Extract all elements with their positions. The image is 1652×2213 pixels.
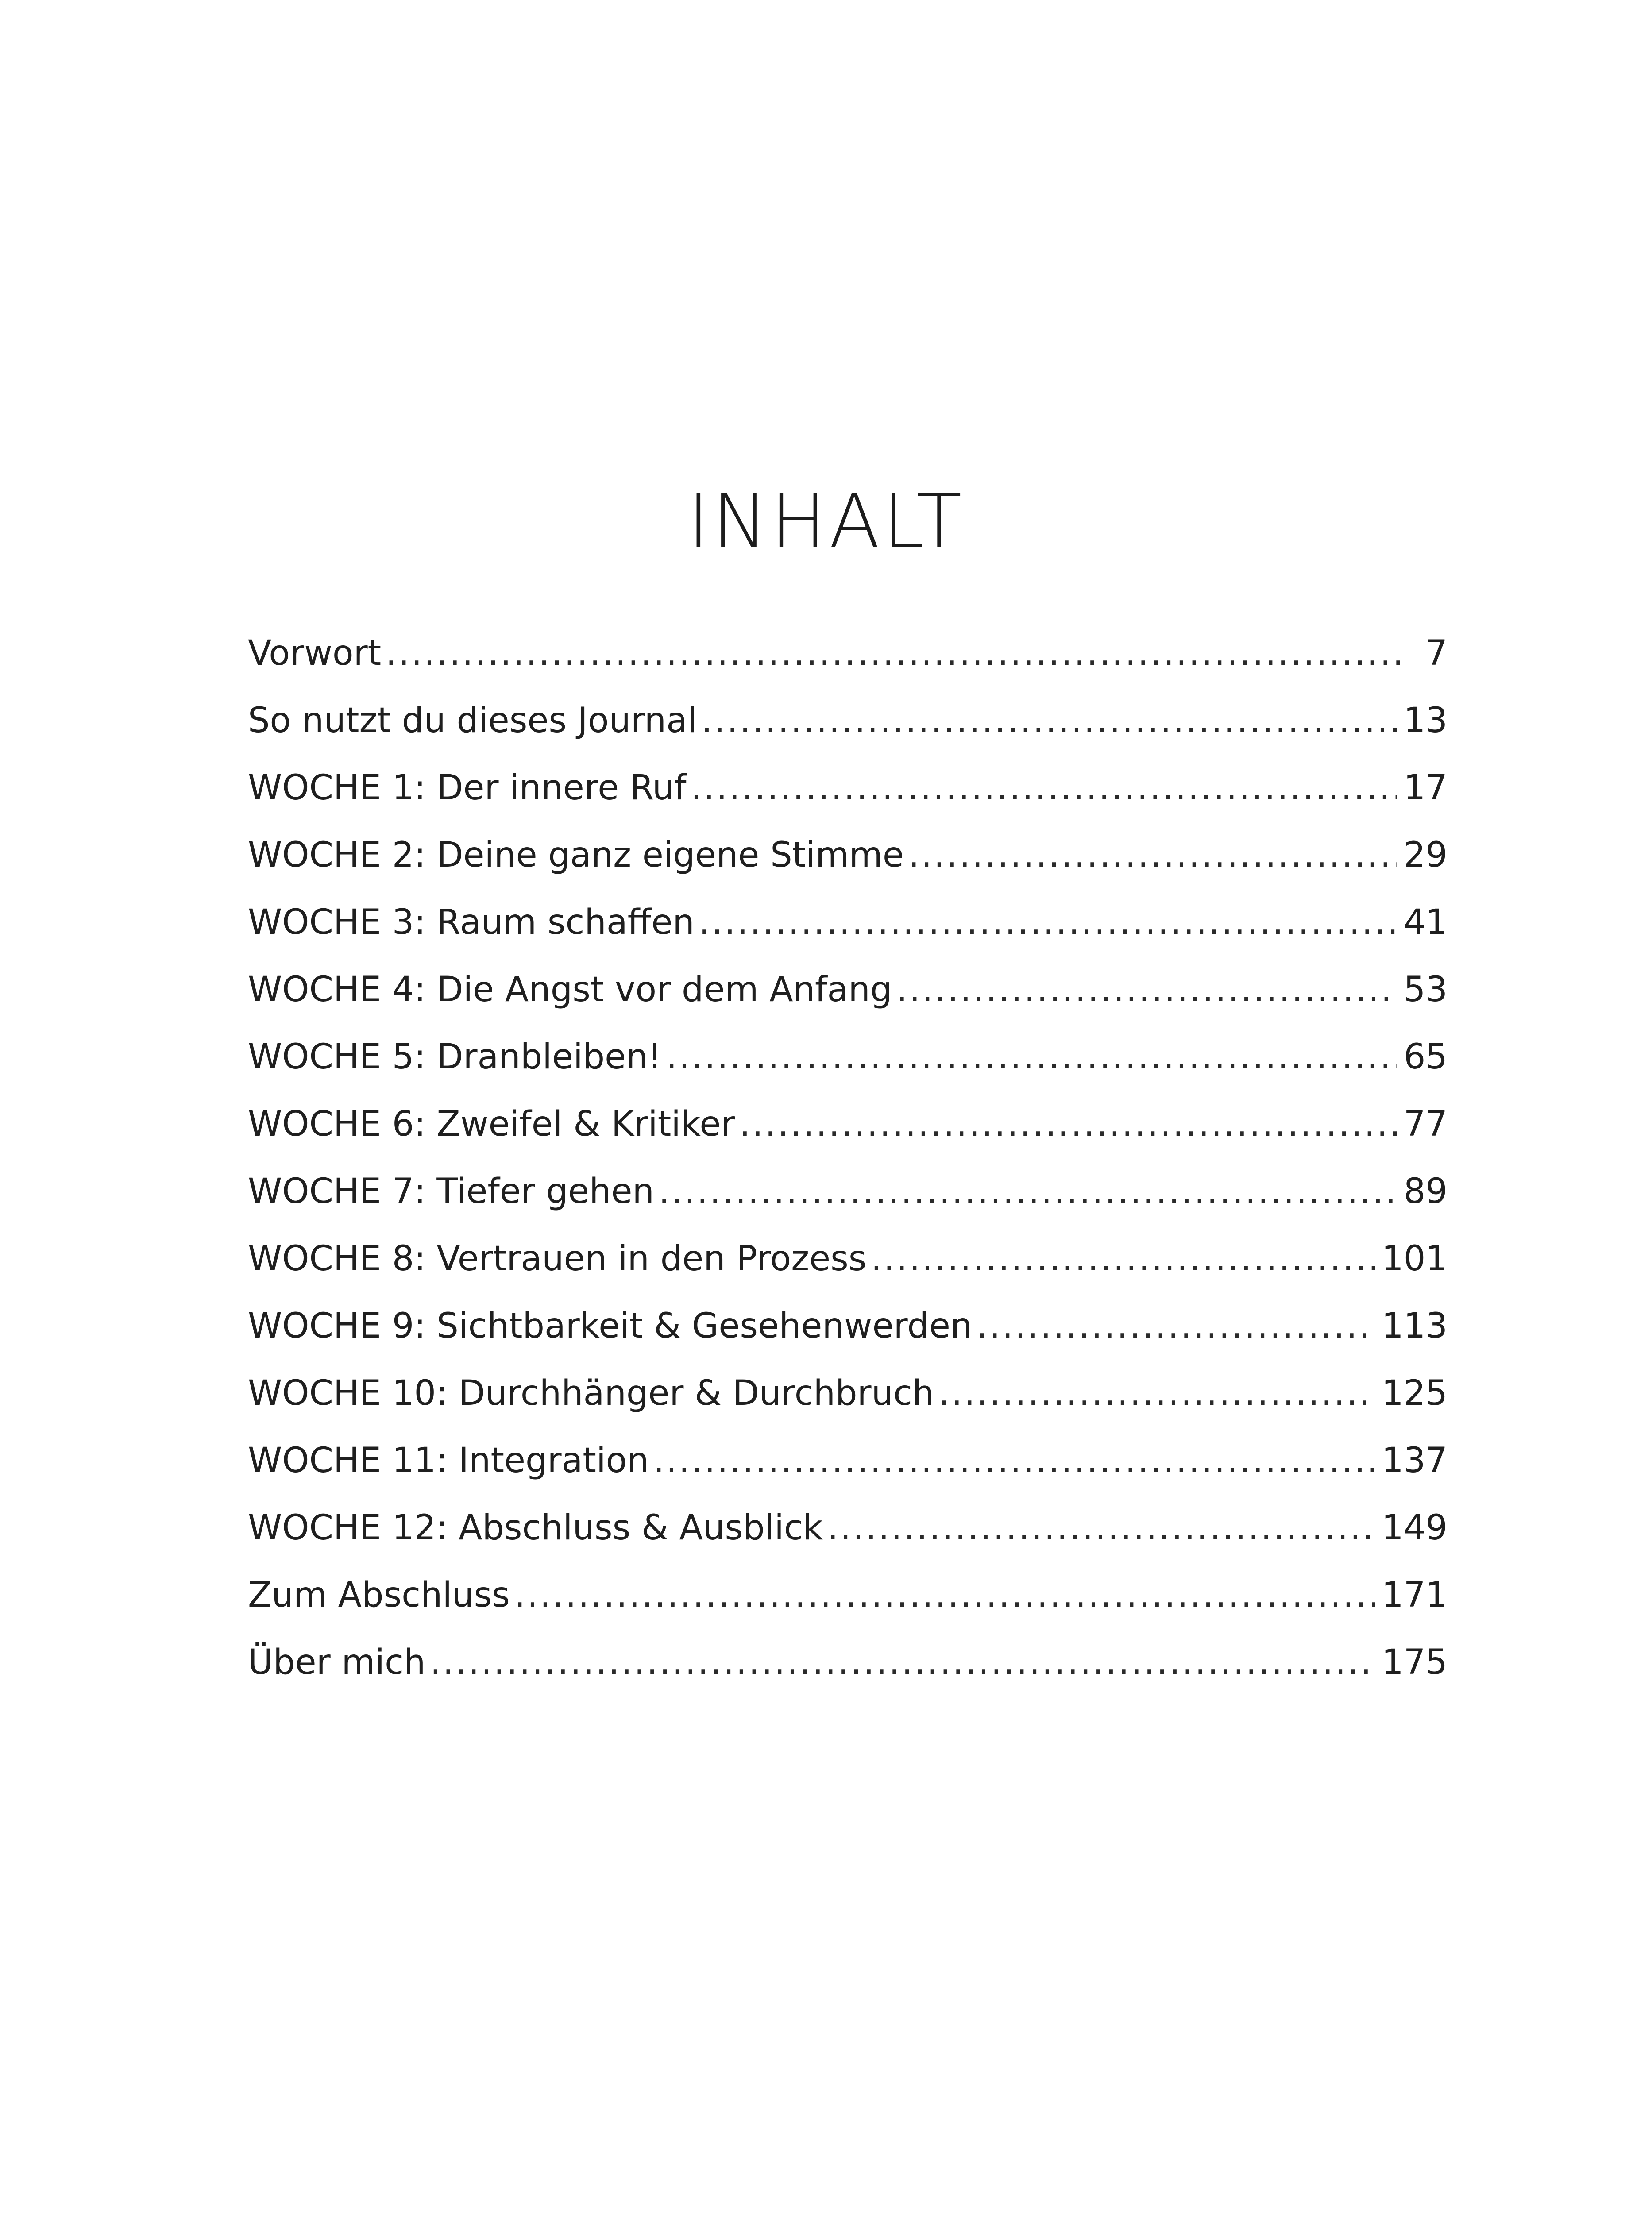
toc-entry-woche-2 bbox=[248, 821, 1447, 889]
table-of-contents bbox=[248, 620, 1447, 1696]
toc-entry-label: WOCHE 6: Zweifel & Kritiker bbox=[248, 1104, 735, 1144]
toc-entry-label: WOCHE 7: Tiefer gehen bbox=[248, 1172, 654, 1211]
toc-dot-leader bbox=[896, 956, 1397, 1023]
toc-entry-label: Über mich bbox=[248, 1642, 426, 1682]
toc-entry-woche-10 bbox=[248, 1360, 1447, 1427]
toc-entry-page: 41 bbox=[1403, 902, 1447, 942]
toc-dot-leader bbox=[430, 1629, 1375, 1696]
toc-entry-page: 29 bbox=[1403, 835, 1447, 875]
toc-entry-woche-8 bbox=[248, 1225, 1447, 1292]
toc-dot-leader bbox=[908, 821, 1397, 889]
toc-entry-label: WOCHE 8: Vertrauen in den Prozess bbox=[248, 1239, 867, 1279]
toc-entry-page: 137 bbox=[1382, 1441, 1447, 1480]
toc-entry-label: WOCHE 3: Raum schaffen bbox=[248, 902, 695, 942]
toc-entry-page: 89 bbox=[1403, 1172, 1447, 1211]
toc-entry-woche-1 bbox=[248, 754, 1447, 821]
toc-entry-zum-abschluss bbox=[248, 1561, 1447, 1629]
toc-entry-label: WOCHE 2: Deine ganz eigene Stimme bbox=[248, 835, 904, 875]
toc-entry-page: 125 bbox=[1382, 1373, 1447, 1413]
toc-entry-page: 77 bbox=[1403, 1104, 1447, 1144]
toc-entry-woche-7 bbox=[248, 1158, 1447, 1225]
toc-entry-page: 175 bbox=[1382, 1642, 1447, 1682]
toc-entry-label: So nutzt du dieses Journal bbox=[248, 701, 697, 740]
toc-dot-leader bbox=[702, 687, 1397, 754]
toc-dot-leader bbox=[739, 1091, 1397, 1158]
toc-entry-journal bbox=[248, 687, 1447, 754]
toc-entry-page: 149 bbox=[1382, 1508, 1447, 1548]
toc-entry-label: WOCHE 1: Der innere Ruf bbox=[248, 768, 687, 808]
toc-entry-label: WOCHE 10: Durchhänger & Durchbruch bbox=[248, 1373, 934, 1413]
toc-entry-page: 101 bbox=[1382, 1239, 1447, 1279]
toc-entry-label: WOCHE 5: Dranbleiben! bbox=[248, 1037, 662, 1077]
toc-entry-label: Zum Abschluss bbox=[248, 1575, 510, 1615]
toc-dot-leader bbox=[514, 1561, 1375, 1629]
toc-entry-vorwort bbox=[248, 620, 1447, 687]
toc-entry-page: 113 bbox=[1382, 1306, 1447, 1346]
toc-entry-woche-9 bbox=[248, 1292, 1447, 1360]
toc-entry-ueber-mich bbox=[248, 1629, 1447, 1696]
toc-entry-label: WOCHE 4: Die Angst vor dem Anfang bbox=[248, 970, 892, 1010]
toc-entry-label: WOCHE 11: Integration bbox=[248, 1441, 649, 1480]
toc-entry-label: Vorwort bbox=[248, 633, 382, 673]
toc-entry-page: 53 bbox=[1403, 970, 1447, 1010]
page-title: INHALT bbox=[687, 478, 965, 565]
toc-dot-leader bbox=[938, 1360, 1375, 1427]
toc-entry-woche-5 bbox=[248, 1023, 1447, 1091]
toc-entry-page: 171 bbox=[1382, 1575, 1447, 1615]
toc-dot-leader bbox=[977, 1292, 1375, 1360]
toc-entry-label: WOCHE 12: Abschluss & Ausblick bbox=[248, 1508, 823, 1548]
toc-entry-page: 65 bbox=[1403, 1037, 1447, 1077]
toc-dot-leader bbox=[666, 1023, 1397, 1091]
toc-dot-leader bbox=[871, 1225, 1375, 1292]
toc-entry-page: 17 bbox=[1403, 768, 1447, 808]
toc-entry-label: WOCHE 9: Sichtbarkeit & Gesehenwerden bbox=[248, 1306, 973, 1346]
toc-entry-woche-3 bbox=[248, 889, 1447, 956]
toc-entry-woche-11 bbox=[248, 1427, 1447, 1494]
toc-dot-leader bbox=[386, 620, 1401, 687]
toc-entry-woche-6 bbox=[248, 1091, 1447, 1158]
toc-dot-leader bbox=[691, 754, 1397, 821]
toc-dot-leader bbox=[827, 1494, 1375, 1561]
toc-dot-leader bbox=[653, 1427, 1375, 1494]
toc-entry-page: 13 bbox=[1403, 701, 1447, 740]
toc-dot-leader bbox=[659, 1158, 1397, 1225]
toc-dot-leader bbox=[699, 889, 1397, 956]
toc-entry-page: 7 bbox=[1425, 633, 1447, 673]
toc-entry-woche-4 bbox=[248, 956, 1447, 1023]
toc-entry-woche-12 bbox=[248, 1494, 1447, 1561]
